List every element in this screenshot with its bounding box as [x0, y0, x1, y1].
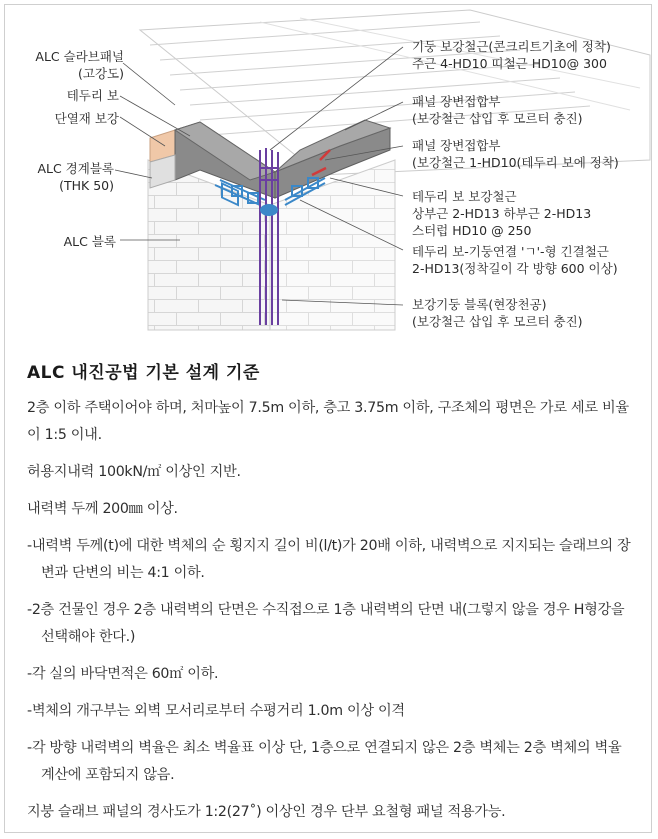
label-insulation [24, 110, 119, 127]
label-line: 테두리 보 [66, 88, 119, 103]
label-bond-beam [24, 87, 119, 104]
label-line: 테두리 보 보강철근 [412, 189, 517, 204]
label-line: (보강철근 삽입 후 모르터 충진) [412, 314, 583, 329]
label-line: 단열재 보강 [54, 111, 119, 126]
label-alc-boundary-block [18, 160, 114, 194]
criteria-subitem: -내력벽 두께(t)에 대한 벽체의 순 횡지지 길이 비(l/t)가 20배 이하, 내력벽으로 지지되는 슬래브의 장변과 단변의 비는 4:1 이하. [27, 538, 631, 581]
label-line: 주근 4-HD10 띠철근 HD10@ 300 [412, 56, 607, 71]
criteria-item: 2층 이하 주택이어야 하며, 처마높이 7.5m 이하, 층고 3.75m 이하, 구조체의 평면은 가로 세로 비율이 1:5 이내. [27, 400, 629, 443]
criteria-item: 지붕 슬래브 패널의 경사도가 1:2(27˚) 이상인 경우 단부 요철형 패널 적용가능. [27, 804, 506, 820]
label-reinforced-column-block [412, 296, 583, 330]
label-line: 보강기둥 블록(현장천공) [412, 297, 547, 312]
label-line: 패널 장변접합부 [412, 138, 501, 153]
label-line: (THK 50) [59, 178, 114, 193]
column-core [260, 204, 278, 216]
criteria-item: 내력벽 두께 200㎜ 이상. [27, 501, 178, 517]
label-line: 스터럽 HD10 @ 250 [412, 223, 532, 238]
criteria-subitem: -2층 건물인 경우 2층 내력벽의 단면은 수직접으로 1층 내력벽의 단면 내(그렇지 않을 경우 H형강을 선택해야 한다.) [27, 602, 625, 645]
label-beam-column-connector [412, 243, 618, 277]
label-panel-joint-1 [412, 93, 583, 127]
label-line: 패널 장변접합부 [412, 94, 501, 109]
label-line: ALC 슬라브패널 [35, 49, 124, 64]
label-line: ALC 경계블록 [37, 161, 114, 176]
label-line: (고강도) [78, 66, 124, 81]
alc-seismic-detail-diagram [0, 0, 658, 350]
section-title: ALC 내진공법 기본 설계 기준 [27, 363, 260, 383]
label-line: 상부근 2-HD13 하부근 2-HD13 [412, 206, 592, 221]
label-line: 테두리 보-기둥연결 'ㄱ'-형 긴결철근 [412, 244, 609, 259]
criteria-subitem: -벽체의 개구부는 외벽 모서리로부터 수평거리 1.0m 이상 이격 [27, 703, 405, 719]
criteria-subitem: -각 방향 내력벽의 벽율은 최소 벽율표 이상 단, 1층으로 연결되지 않은 2층 벽체는 2층 벽체의 벽율 계산에 포함되지 않음. [27, 740, 622, 783]
label-line: (보강철근 1-HD10(테두리 보에 정착) [412, 155, 619, 170]
label-line: 기둥 보강철근(콘크리트기초에 정착) [412, 39, 611, 54]
label-alc-block [24, 233, 116, 250]
label-column-rebar [412, 38, 611, 72]
label-alc-slab-panel [24, 48, 124, 82]
criteria-subitem: -각 실의 바닥면적은 60㎡ 이하. [27, 666, 219, 682]
design-criteria-section [27, 358, 632, 836]
label-line: ALC 블록 [63, 234, 116, 249]
label-bond-beam-rebar [412, 188, 591, 239]
label-line: (보강철근 삽입 후 모르터 충진) [412, 111, 583, 126]
label-panel-joint-2 [412, 137, 619, 171]
label-line: 2-HD13(정착길이 각 방향 600 이상) [412, 261, 618, 276]
criteria-item: 허용지내력 100kN/㎡ 이상인 지반. [27, 464, 241, 480]
